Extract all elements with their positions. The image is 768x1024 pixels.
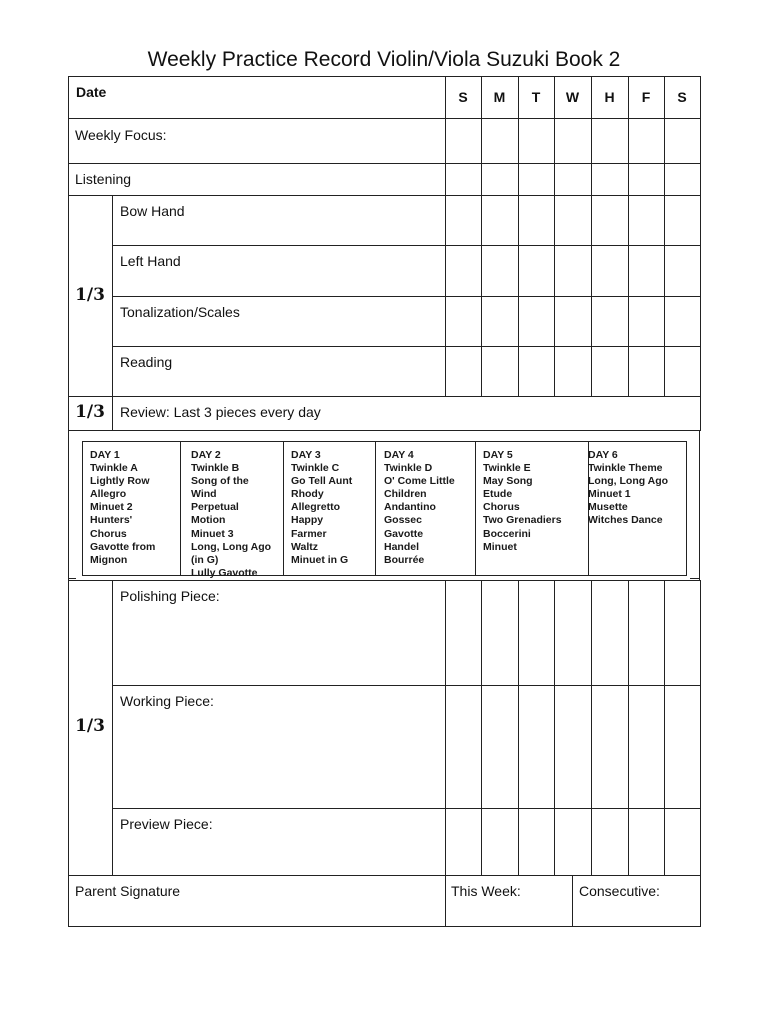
weekly-focus-label: Weekly Focus: xyxy=(75,127,167,143)
review-piece: Minuet 3 xyxy=(191,527,234,540)
review-day-1 xyxy=(90,449,155,567)
left-hand-label: Left Hand xyxy=(120,253,181,269)
reading-label: Reading xyxy=(120,354,173,370)
review-piece: Twinkle B xyxy=(191,462,240,475)
preview-piece-label: Preview Piece: xyxy=(120,816,213,832)
left-hand-day-3[interactable] xyxy=(518,245,555,297)
left-hand-day-4[interactable] xyxy=(554,245,592,297)
parent-signature-label: Parent Signature xyxy=(75,883,181,899)
review-piece: Song of the xyxy=(191,475,249,488)
review-day-3 xyxy=(291,449,352,567)
day-column-divider xyxy=(475,442,476,575)
reading-day-5[interactable] xyxy=(591,346,629,397)
listening-day-6[interactable] xyxy=(628,163,665,196)
working-piece-day-7[interactable] xyxy=(664,685,701,809)
review-label: Review: Last 3 pieces every day xyxy=(120,404,321,420)
review-piece: Waltz xyxy=(291,540,319,553)
weekly-focus-day-3[interactable] xyxy=(518,118,555,164)
review-piece: Go Tell Aunt xyxy=(291,475,353,488)
working-piece-label: Working Piece: xyxy=(120,693,214,709)
review-piece: Perpetual xyxy=(191,501,239,514)
review-piece: Hunters' xyxy=(90,514,133,527)
bow-hand-day-4[interactable] xyxy=(554,195,592,246)
date-cell[interactable] xyxy=(68,76,446,119)
review-day-heading: DAY 1 xyxy=(90,449,120,461)
review-piece: Andantino xyxy=(384,501,436,514)
review-piece: Minuet in G xyxy=(291,553,349,566)
review-piece: Long, Long Ago xyxy=(588,475,669,488)
review-day-heading: DAY 5 xyxy=(483,449,513,461)
review-piece: Twinkle D xyxy=(384,462,433,475)
reading-day-2[interactable] xyxy=(481,346,519,397)
preview-piece-day-7[interactable] xyxy=(664,808,701,876)
review-day-heading: DAY 6 xyxy=(588,449,618,461)
review-day-5 xyxy=(483,449,562,554)
working-piece-day-1[interactable] xyxy=(445,685,482,809)
bow-hand-day-2[interactable] xyxy=(481,195,519,246)
review-fraction: 1/3 xyxy=(75,402,105,422)
review-piece: May Song xyxy=(483,475,533,488)
bow-hand-day-6[interactable] xyxy=(628,195,665,246)
polishing-piece-day-7[interactable] xyxy=(664,580,701,686)
day-column-divider xyxy=(283,442,284,575)
listening-day-7[interactable] xyxy=(664,163,701,196)
review-piece: Twinkle A xyxy=(90,462,138,475)
review-piece: Minuet 2 xyxy=(90,501,133,514)
review-piece: Chorus xyxy=(483,501,520,514)
polishing-piece-day-4[interactable] xyxy=(554,580,592,686)
review-day-heading: DAY 2 xyxy=(191,449,221,461)
review-schedule-list xyxy=(82,441,687,579)
review-piece: Musette xyxy=(588,501,628,514)
review-piece: Long, Long Ago xyxy=(191,540,272,553)
review-piece: Wind xyxy=(191,488,217,501)
tonalization-day-5[interactable] xyxy=(591,296,629,347)
day-letter-5: H xyxy=(604,89,615,105)
day-column-divider xyxy=(180,442,181,575)
polishing-piece-day-3[interactable] xyxy=(518,580,555,686)
review-piece: Twinkle C xyxy=(291,462,340,475)
review-piece: Lightly Row xyxy=(90,475,150,488)
tonalization-day-6[interactable] xyxy=(628,296,665,347)
preview-piece-day-4[interactable] xyxy=(554,808,592,876)
technique-fraction: 1/3 xyxy=(75,285,105,305)
review-piece: Minuet 1 xyxy=(588,488,631,501)
review-piece: Motion xyxy=(191,514,226,527)
review-piece: Bourrée xyxy=(384,553,425,566)
section-edge xyxy=(699,430,700,580)
review-piece: Lully Gavotte xyxy=(191,566,258,579)
review-piece: Gossec xyxy=(384,514,422,527)
review-piece: Twinkle E xyxy=(483,462,531,475)
listening-day-3[interactable] xyxy=(518,163,555,196)
preview-piece-day-2[interactable] xyxy=(481,808,519,876)
preview-piece-day-1[interactable] xyxy=(445,808,482,876)
left-hand-day-7[interactable] xyxy=(664,245,701,297)
listening-day-1[interactable] xyxy=(445,163,482,196)
weekly-focus-day-1[interactable] xyxy=(445,118,482,164)
reading-day-6[interactable] xyxy=(628,346,665,397)
working-piece-day-5[interactable] xyxy=(591,685,629,809)
polishing-piece-day-5[interactable] xyxy=(591,580,629,686)
day-letter-1: S xyxy=(458,89,468,105)
review-piece: Gavotte xyxy=(384,527,424,540)
page-title: Weekly Practice Record Violin/Viola Suzuki Book 2 xyxy=(147,48,621,71)
pieces-fraction: 1/3 xyxy=(75,716,105,736)
review-piece: Two Grenadiers xyxy=(483,514,562,527)
reading-day-3[interactable] xyxy=(518,346,555,397)
tonalization-day-7[interactable] xyxy=(664,296,701,347)
bow-hand-day-3[interactable] xyxy=(518,195,555,246)
listening-day-2[interactable] xyxy=(481,163,519,196)
polishing-piece-day-6[interactable] xyxy=(628,580,665,686)
polishing-piece-label: Polishing Piece: xyxy=(120,588,220,604)
review-piece: Twinkle Theme xyxy=(588,462,663,475)
review-piece: Chorus xyxy=(90,527,127,540)
tonalization-day-1[interactable] xyxy=(445,296,482,347)
day-letter-2: M xyxy=(493,89,506,105)
this-week-label: This Week: xyxy=(451,883,521,899)
preview-piece-day-3[interactable] xyxy=(518,808,555,876)
working-piece-day-4[interactable] xyxy=(554,685,592,809)
tonalization-day-2[interactable] xyxy=(481,296,519,347)
polishing-piece-day-2[interactable] xyxy=(481,580,519,686)
review-piece: Rhody xyxy=(291,488,324,501)
review-piece: Children xyxy=(384,488,427,501)
reading-day-7[interactable] xyxy=(664,346,701,397)
reading-day-4[interactable] xyxy=(554,346,592,397)
section-edge xyxy=(68,430,69,580)
tonalization-day-4[interactable] xyxy=(554,296,592,347)
review-day-6 xyxy=(588,449,668,528)
day-letter-6: F xyxy=(641,89,651,105)
date-label: Date xyxy=(76,84,107,100)
left-hand-day-6[interactable] xyxy=(628,245,665,297)
review-day-heading: DAY 3 xyxy=(291,449,321,461)
left-hand-day-1[interactable] xyxy=(445,245,482,297)
working-piece-day-2[interactable] xyxy=(481,685,519,809)
review-piece: Mignon xyxy=(90,553,128,566)
preview-piece-day-5[interactable] xyxy=(591,808,629,876)
tonalization-day-3[interactable] xyxy=(518,296,555,347)
review-day-2 xyxy=(191,449,271,580)
bow-hand-day-1[interactable] xyxy=(445,195,482,246)
review-piece: Allegro xyxy=(90,488,127,501)
preview-piece-day-6[interactable] xyxy=(628,808,665,876)
left-hand-day-5[interactable] xyxy=(591,245,629,297)
review-piece: Witches Dance xyxy=(588,514,663,527)
bow-hand-day-7[interactable] xyxy=(664,195,701,246)
weekly-focus-day-2[interactable] xyxy=(481,118,519,164)
day-column-divider xyxy=(375,442,376,575)
consecutive-label: Consecutive: xyxy=(579,883,660,899)
weekly-focus-day-6[interactable] xyxy=(628,118,665,164)
reading-day-1[interactable] xyxy=(445,346,482,397)
review-day-heading: DAY 4 xyxy=(384,449,414,461)
review-piece: Happy xyxy=(291,514,324,527)
review-piece: Etude xyxy=(483,488,513,501)
review-piece: O' Come Little xyxy=(384,475,455,488)
section-edge xyxy=(68,578,76,579)
review-piece: (in G) xyxy=(191,553,219,566)
bow-hand-label: Bow Hand xyxy=(120,203,185,219)
listening-day-5[interactable] xyxy=(591,163,629,196)
day-letter-3: T xyxy=(531,89,541,105)
polishing-piece-day-1[interactable] xyxy=(445,580,482,686)
review-piece: Boccerini xyxy=(483,527,531,540)
day-letter-4: W xyxy=(565,89,580,105)
bow-hand-day-5[interactable] xyxy=(591,195,629,246)
weekly-focus-day-5[interactable] xyxy=(591,118,629,164)
review-piece: Handel xyxy=(384,540,420,553)
review-piece: Allegretto xyxy=(291,501,341,514)
day-letter-7: S xyxy=(677,89,687,105)
review-day-4 xyxy=(384,449,455,567)
working-piece-day-3[interactable] xyxy=(518,685,555,809)
weekly-focus-day-7[interactable] xyxy=(664,118,701,164)
review-piece: Farmer xyxy=(291,527,327,540)
review-piece: Gavotte from xyxy=(90,540,156,553)
listening-day-4[interactable] xyxy=(554,163,592,196)
tonalization-label: Tonalization/Scales xyxy=(120,304,240,320)
left-hand-day-2[interactable] xyxy=(481,245,519,297)
weekly-focus-day-4[interactable] xyxy=(554,118,592,164)
review-piece: Minuet xyxy=(483,540,517,553)
listening-label: Listening xyxy=(75,171,132,187)
working-piece-day-6[interactable] xyxy=(628,685,665,809)
